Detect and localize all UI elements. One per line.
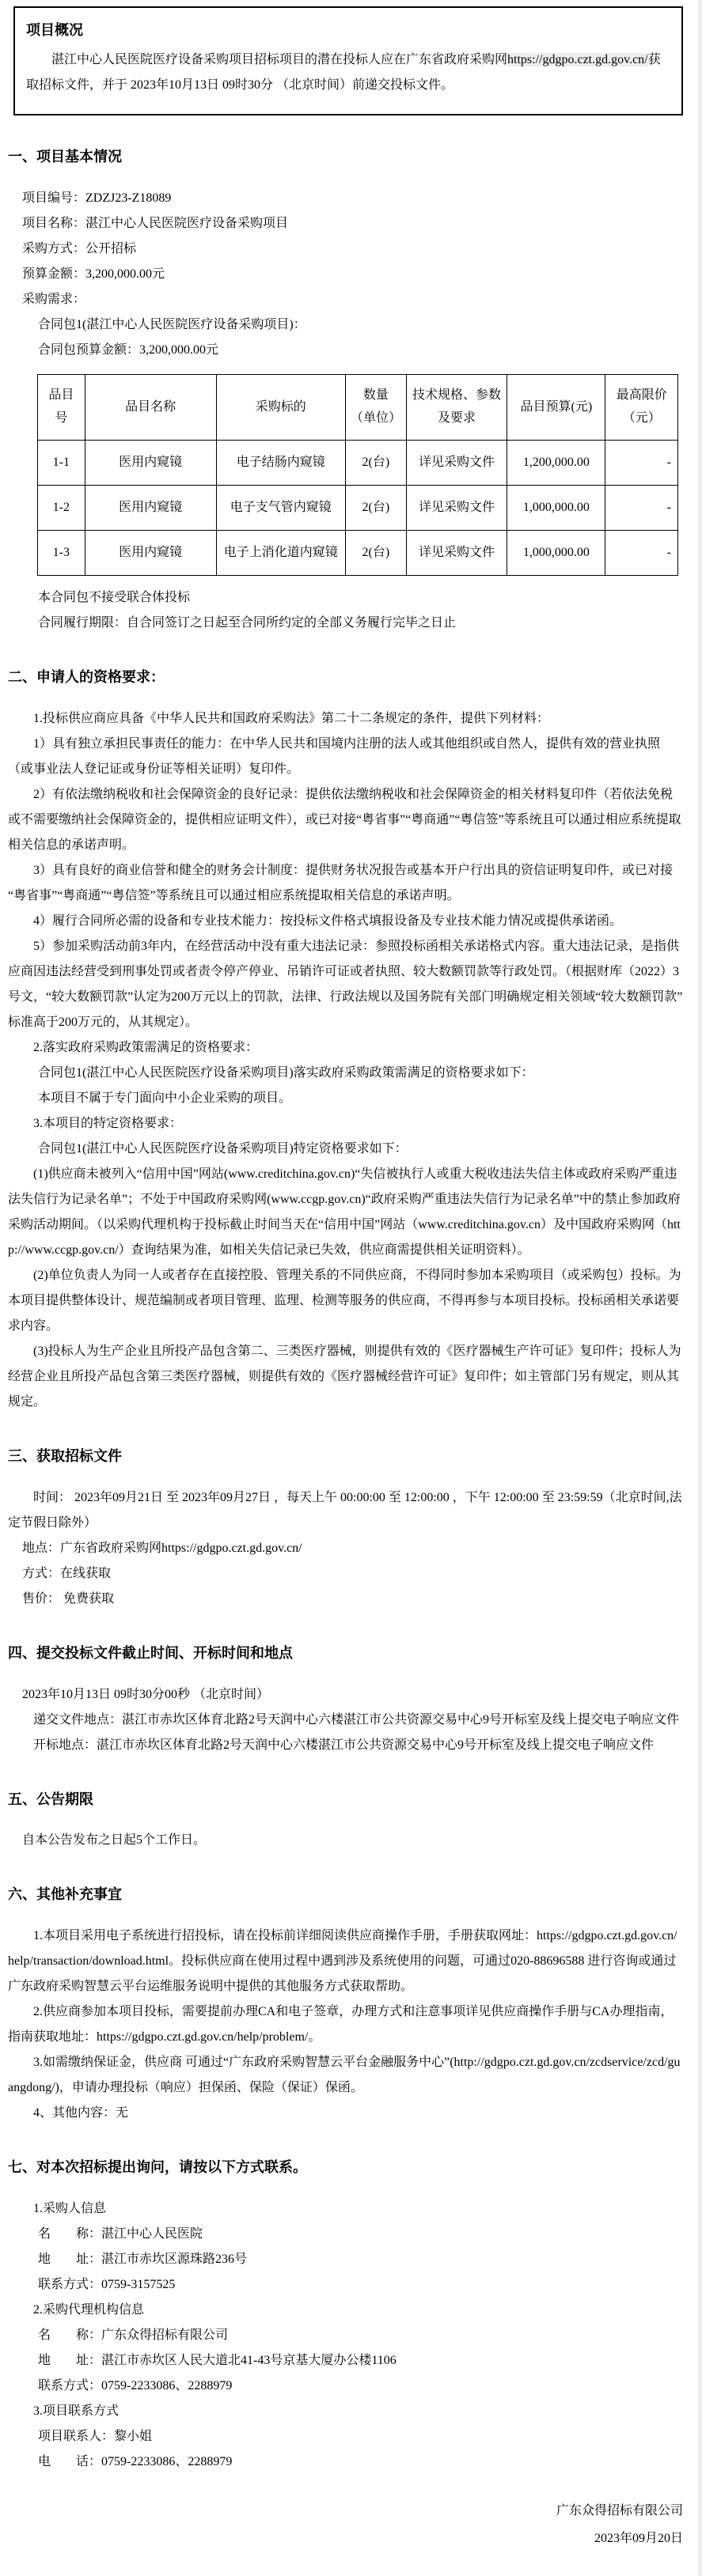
paragraph: 开标地点：湛江市赤坎区体育北路2号天润中心六楼湛江市公共资源交易中心9号开标室及线上提交电子响应文件 [33,1738,655,1752]
section-heading: 三、获取招标文件 [8,1447,122,1464]
table-cell: 1,000,000.00 [507,531,605,576]
procurement-items-table [37,374,678,576]
indented-line: 电 话：0759-2233086、2288979 [38,2454,233,2468]
table-row [38,531,678,576]
table-cell: 医用内窥镜 [85,531,216,576]
section-heading: 二、申请人的资格要求： [8,669,165,686]
table-cell: 1-1 [38,441,85,486]
section-heading: 五、公告期限 [8,1791,93,1807]
table-cell: 2(台) [345,441,406,486]
field-line: 预算金额：3,200,000.00元 [22,267,165,282]
paragraph: 2.采购代理机构信息 [33,2302,145,2317]
section-1-project-basic-info [8,146,683,636]
field-line: 2023年10月13日 09时30分00秒 （北京时间） [22,1687,270,1701]
table-cell: 电子支气管内窥镜 [216,486,345,531]
agency-signature: 广东众得招标有限公司 [556,2503,683,2517]
paragraph: 4、其他内容：无 [33,2106,129,2120]
indented-line: 合同包预算金额：3,200,000.00元 [38,343,219,357]
overview-text-before-url: 湛江中心人民医院医疗设备采购项目招标项目的潜在投标人应在广东省政府采购网 [51,53,508,67]
table-cell: 1,200,000.00 [507,441,605,486]
field-line: 采购需求： [22,293,86,307]
paragraph: 递交文件地点：湛江市赤坎区体育北路2号天润中心六楼湛江市公共资源交易中心9号开标室及线上提交电子响应文件 [33,1712,680,1727]
table-cell: 电子上消化道内窥镜 [216,531,345,576]
paragraph: 1.采购人信息 [33,2201,107,2215]
table-row [38,486,678,531]
table-cell: 1-3 [38,531,85,576]
field-line: 售价： 免费获取 [22,1591,115,1606]
paragraph: (2)单位负责人为同一人或者存在直接控股、管理关系的不同供应商，不得同时参加本采购项目（或采购包）投标。为本项目提供整体设计、规范编制或者项目管理、监理、检测等服务的供应商，不得再参与本项目投标。投标函相关承诺要求内容。 [8,1268,681,1333]
indented-line: 合同包1(湛江中心人民医院医疗设备采购项目)： [38,318,306,332]
indented-line: 地 址：湛江市赤坎区人民大道北41-43号京基大厦办公楼1106 [38,2353,397,2367]
table-row [38,441,678,486]
paragraph: 3.如需缴纳保证金，供应商 可通过“广东政府采购智慧云平台金融服务中心”(http://gdgpo.czt.gd.gov.cn/zcdservice/zcd/guangdong/)，申请办理投标（响应）担保函、保险（保证）保函。 [8,2056,681,2095]
paragraph: 2.落实政府采购政策需满足的资格要求： [33,1040,259,1054]
section-3-obtain-bidding-documents [8,1445,683,1612]
paragraph: 5）参加采购活动前3年内，在经营活动中没有重大违法记录：参照投标函相关承诺格式内容。重大违法记录，是指供应商因违法经营受到刑事处罚或者责令停产停业、吊销许可证或者执照、较大数额罚款等行政处罚。（根据财库（2022）3号文，“较大数额罚款”认定为200万元以上的罚款，法律、行政法规以及国务院有关部门明确规定相关领域“较大数额罚款”标准高于200万元的，从其规定）。 [8,939,683,1029]
indented-line: 合同包1(湛江中心人民医院医疗设备采购项目)落实政府采购政策需满足的资格要求如下： [38,1065,534,1080]
indented-line: 联系方式：0759-3157525 [38,2277,176,2291]
project-overview-box [13,6,683,115]
field-line: 地点：广东省政府采购网https://gdgpo.czt.gd.gov.cn/ [22,1541,302,1555]
paragraph: 时间： 2023年09月21日 至 2023年09月27日 ，每天上午 00:00:00 至 12:00:00 ，下午 12:00:00 至 23:59:59（北京时间,法定节假日除外） [8,1490,682,1530]
paragraph: 4）履行合同所必需的设备和专业技术能力：按投标文件格式填报设备及专业技术能力情况或提供承诺函。 [33,914,623,928]
paragraph: 3）具有良好的商业信誉和健全的财务会计制度：提供财务状况报告或基本开户行出具的资信证明复印件，或已对接“粤省事”“粤商通”“粤信签”等系统且可以通过相应系统提取相关信息的承诺声明。 [8,863,674,902]
indented-line: 合同包1(湛江中心人民医院医疗设备采购项目)特定资格要求如下： [38,1141,408,1156]
field-line: 项目名称：湛江中心人民医院医疗设备采购项目 [22,217,289,231]
announcement-date: 2023年09月20日 [594,2532,683,2546]
field-line: 采购方式：公开招标 [22,242,137,256]
paragraph: (3)投标人为生产企业且所投产品包含第二、三类医疗器械，则提供有效的《医疗器械生产许可证》复印件；投标人为经营企业且所投产品包含第三类医疗器械，则提供有效的《医疗器械经营许可证》复印件；如主管部门另有规定，则从其规定。 [8,1344,681,1409]
section-heading: 一、项目基本情况 [8,149,122,165]
table-cell: 详见采购文件 [406,441,507,486]
column-header: 数量（单位） [345,375,406,441]
table-cell: 医用内窥镜 [85,441,216,486]
section-7-contact-information [8,2156,683,2475]
column-header: 最高限价（元） [605,375,678,441]
table-cell: 1,000,000.00 [507,486,605,531]
overview-paragraph [26,47,670,98]
section-heading: 七、对本次招标提出询问，请按以下方式联系。 [8,2159,307,2176]
indented-line: 合同履行期限：自合同签订之日起至合同所约定的全部义务履行完毕之日止 [38,616,457,630]
table-cell: 详见采购文件 [406,531,507,576]
field-line: 方式：在线获取 [22,1566,112,1580]
column-header: 技术规格、参数及要求 [406,375,507,441]
page-edge-strip [698,0,702,2576]
field-line: 项目编号：ZDZJ23-Z18089 [22,191,172,206]
paragraph: 1）具有独立承担民事责任的能力：在中华人民共和国境内注册的法人或其他组织或自然人，提供有效的营业执照（或事业法人登记证或身份证等相关证明）复印件。 [8,736,661,776]
column-header: 采购标的 [216,375,345,441]
procurement-site-url: https://gdgpo.czt.gd.gov.cn/ [507,53,648,67]
table-cell: 2(台) [345,531,406,576]
table-header-row [38,375,678,441]
column-header: 品目号 [38,375,85,441]
paragraph: 1.本项目采用电子系统进行招投标，请在投标前详细阅读供应商操作手册，手册获取网址：https://gdgpo.czt.gd.gov.cn/help/transaction/download.html。投标供应商在使用过程中遇到涉及系统使用的问题，可通过020-88696588 进行咨询或通过广东政府采购智慧云平台运维服务说明中提供的其他服务方式获取帮助。 [8,1929,677,1994]
section-heading: 四、提交投标文件截止时间、开标时间和地点 [8,1644,293,1661]
table-cell: 2(台) [345,486,406,531]
table-cell: 1-2 [38,486,85,531]
paragraph: 3.本项目的特定资格要求： [33,1116,183,1130]
indented-line: 名 称：广东众得招标有限公司 [38,2328,229,2342]
section-6-other-supplementary-matters [8,1883,683,2126]
paragraph: 1.投标供应商应具备《中华人民共和国政府采购法》第二十二条规定的条件，提供下列材料： [33,711,550,725]
table-cell: 详见采购文件 [406,486,507,531]
section-4-submission-deadline-and-opening [8,1642,683,1758]
paragraph: (1)供应商未被列入“信用中国”网站(www.creditchina.gov.cn)“失信被执行人或重大税收违法失信主体或政府采购严重违法失信行为记录名单”；不处于中国政府采购网(www.ccgp.gov.cn)“政府采购严重违法失信行为记录名单”中的禁止参加政府采购活动期间。（以采购代理机构于投标截止时间当天在“信用中国”网站（www.creditchina.gov.cn）及中国政府采购网（http://www.ccgp.gov.cn/）查询结果为准，如相关失信记录已失效，供应商需提供相关证明资料）。 [8,1167,681,1257]
indented-line: 本项目不属于专门面向中小企业采购的项目。 [38,1091,292,1105]
paragraph: 2）有依法缴纳税收和社会保障资金的良好记录：提供依法缴纳税收和社会保障资金的相关材料复印件（若依法免税或不需要缴纳社会保障资金的，提供相应证明文件），或已对接“粤省事”“粤商通”“粤信签”等系统且可以通过相应系统提取相关信息的承诺声明。 [8,787,681,852]
paragraph: 2.供应商参加本项目投标，需要提前办理CA和电子签章，办理方式和注意事项详见供应商操作手册与CA办理指南，指南获取地址：https://gdgpo.czt.gd.gov.cn/help/problem/。 [8,2005,674,2045]
overview-text-after-url: 获取招标文件，并于 2023年10月13日 09时30分 （北京时间）前递交投标文件。 [26,53,661,93]
column-header: 品目名称 [85,375,216,441]
column-header: 品目预算(元) [507,375,605,441]
indented-line: 联系方式：0759-2233086、2288979 [38,2378,233,2393]
table-cell: - [605,486,678,531]
indented-line: 项目联系人：黎小姐 [38,2429,153,2443]
overview-title: 项目概况 [26,22,83,38]
footer [0,2497,683,2552]
section-5-announcement-period [8,1788,683,1854]
section-2-applicant-qualifications [8,666,683,1415]
indented-line: 本合同包不接受联合体投标 [38,591,191,605]
indented-line: 地 址：湛江市赤坎区源珠路236号 [38,2252,248,2266]
section-heading: 六、其他补充事宜 [8,1886,122,1903]
table-cell: - [605,531,678,576]
table-cell: 电子结肠内窥镜 [216,441,345,486]
field-line: 自本公告发布之日起5个工作日。 [22,1833,207,1848]
table-cell: - [605,441,678,486]
indented-line: 名 称：湛江中心人民医院 [38,2226,203,2241]
paragraph: 3.项目联系方式 [33,2404,120,2418]
table-cell: 医用内窥镜 [85,486,216,531]
document-sections [0,146,702,2475]
